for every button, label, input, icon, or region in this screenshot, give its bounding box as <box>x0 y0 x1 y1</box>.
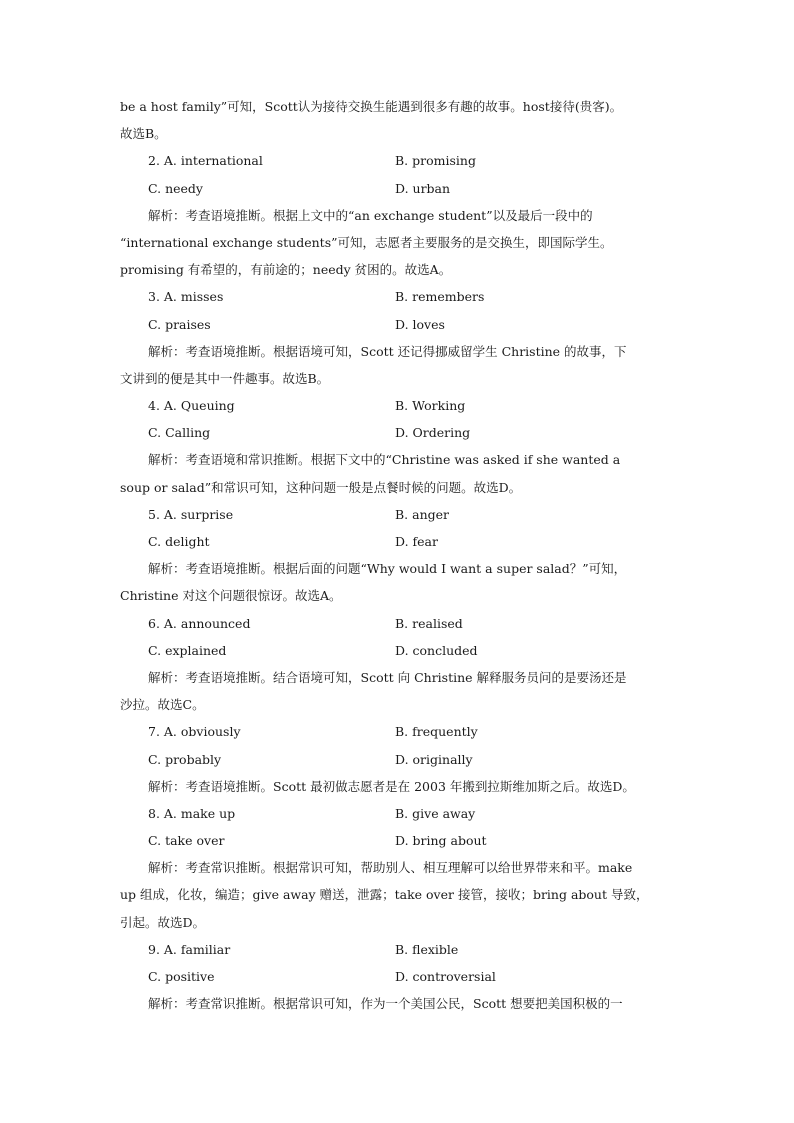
explanation-line: “international exchange students”可知，志愿者主要服务的是交换生，即国际学生。 <box>120 234 613 250</box>
intro-line: 故选B。 <box>120 126 167 142</box>
explanation-line: 文讲到的便是其中一件趣事。故选B。 <box>120 370 330 386</box>
intro-line: be a host family”可知，Scott认为接待交换生能遇到很多有趣的故事。host接待(贵客)。 <box>120 99 623 114</box>
option-c: C. needy <box>148 180 203 196</box>
option-c: C. delight <box>148 534 210 549</box>
explanation-line: Christine 对这个问题很惊讶。故选A。 <box>120 588 342 604</box>
option-row <box>120 147 676 174</box>
option-d: D. fear <box>395 534 438 549</box>
option-c: C. praises <box>148 316 211 332</box>
option-c: C. Calling <box>148 425 211 441</box>
option-a: 3. A. misses <box>148 289 224 305</box>
option-b: B. flexible <box>395 941 459 957</box>
option-b: B. frequently <box>395 724 478 740</box>
explanation-line: 解析：考查语境和常识推断。根据下文中的“Christine was asked if she wanted a <box>148 452 621 468</box>
explanation-line: 引起。故选D。 <box>120 914 206 930</box>
option-c: C. explained <box>148 642 227 658</box>
option-b: B. give away <box>395 805 476 821</box>
explanation-line: 解析：考查语境推断。结合语境可知，Scott 向 Christine 解释服务员问的是要汤还是 <box>148 669 627 685</box>
answer-content <box>120 93 676 1017</box>
option-row <box>120 419 676 446</box>
option-a: 2. A. international <box>148 153 263 169</box>
option-a: 5. A. surprise <box>148 506 234 522</box>
option-row <box>120 501 676 528</box>
explanation-line: 解析：考查常识推断。根据常识可知，帮助别人、相互理解可以给世界带来和平。make <box>148 860 633 876</box>
explanation-line: promising 有希望的，有前途的；needy 贫困的。故选A。 <box>120 262 452 278</box>
option-b: B. remembers <box>395 289 485 305</box>
option-a: 8. A. make up <box>148 805 236 821</box>
option-row <box>120 311 676 338</box>
option-d: D. originally <box>395 751 473 767</box>
explanation-line: soup or salad”和常识可知，这种问题一般是点餐时候的问题。故选D。 <box>120 479 522 495</box>
option-row <box>120 963 676 990</box>
option-a: 6. A. announced <box>148 615 251 631</box>
option-row <box>120 718 676 745</box>
option-d: D. bring about <box>395 833 487 849</box>
option-d: D. concluded <box>395 642 478 658</box>
option-c: C. positive <box>148 969 215 984</box>
explanation-line: 沙拉。故选C。 <box>120 697 205 713</box>
option-d: D. urban <box>395 180 451 196</box>
option-row <box>120 827 676 854</box>
explanation-line: 解析：考查语境推断。根据后面的问题“Why would I want a super salad？”可知， <box>148 561 627 577</box>
option-c: C. take over <box>148 833 225 849</box>
explanation-line: 解析：考查语境推断。Scott 最初做志愿者是在 2003 年搬到拉斯维加斯之后。故选D。 <box>148 778 635 794</box>
option-row <box>120 283 676 310</box>
option-row <box>120 175 676 202</box>
option-a: 9. A. familiar <box>148 941 231 957</box>
option-d: D. Ordering <box>395 425 471 441</box>
option-a: 7. A. obviously <box>148 724 241 740</box>
option-row <box>120 800 676 827</box>
option-row <box>120 637 676 664</box>
explanation-line: 解析：考查语境推断。根据上文中的“an exchange student”以及最后一段中的 <box>148 207 593 223</box>
option-row <box>120 528 676 555</box>
option-row <box>120 610 676 637</box>
option-b: B. anger <box>395 506 450 522</box>
option-a: 4. A. Queuing <box>148 398 235 414</box>
option-b: B. Working <box>395 398 466 414</box>
option-row <box>120 746 676 773</box>
option-c: C. probably <box>148 751 222 767</box>
option-row <box>120 392 676 419</box>
option-d: D. controversial <box>395 969 496 984</box>
explanation-line: 解析：考查常识推断。根据常识可知，作为一个美国公民，Scott 想要把美国积极的一 <box>148 996 623 1012</box>
option-b: B. promising <box>395 153 476 169</box>
option-d: D. loves <box>395 316 445 332</box>
explanation-line: 解析：考查语境推断。根据语境可知，Scott 还记得挪威留学生 Christine 的故事，下 <box>148 343 627 359</box>
option-row <box>120 936 676 963</box>
explanation-line: up 组成，化妆，编造；give away 赠送，泄露；take over 接管，接收；bring about 导致， <box>120 887 649 903</box>
option-b: B. realised <box>395 615 463 631</box>
